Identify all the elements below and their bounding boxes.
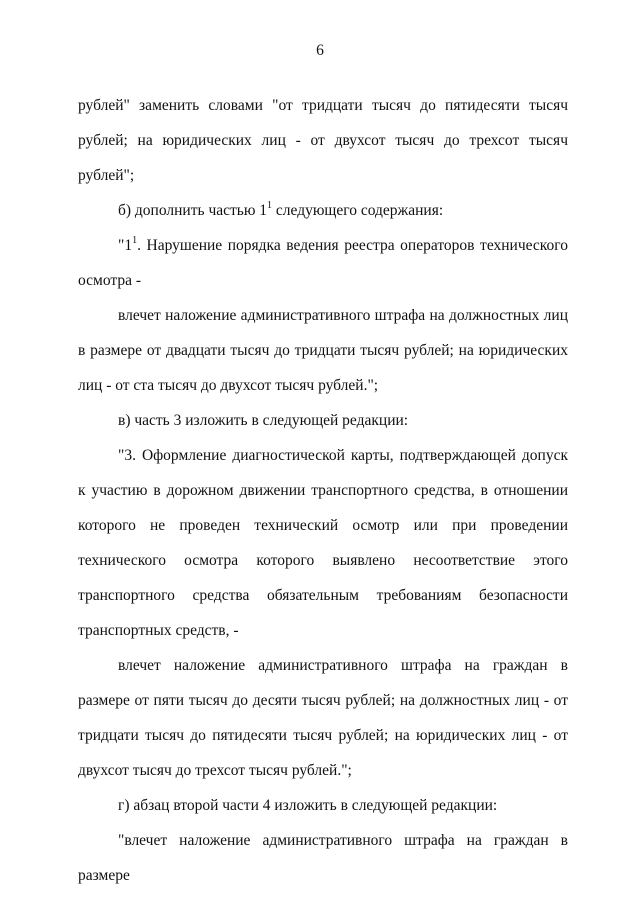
document-body: [78, 88, 568, 893]
paragraph-3: [78, 228, 568, 298]
paragraph-2: [78, 193, 568, 228]
paragraph-2-text: б) дополнить частью 1: [118, 202, 268, 219]
paragraph-7: влечет наложение административного штрафа на граждан в размере от пяти тысяч до десяти тысяч рублей; на должностных лиц - от тридцати тысяч до пятидесяти тысяч рублей; на юридических лиц - от двухсот тысяч до трехсот тысяч рублей.";: [78, 657, 568, 779]
paragraph-5: в) часть 3 изложить в следующей редакции:: [118, 412, 409, 429]
superscript: 1: [267, 199, 273, 211]
page-number: 6: [316, 42, 324, 59]
paragraph-1: рублей" заменить словами "от тридцати тысяч до пятидесяти тысяч рублей; на юридических лиц - от двухсот тысяч до трехсот тысяч рублей";: [78, 97, 568, 184]
paragraph-3-text: "1: [118, 237, 133, 254]
paragraph-6: "3. Оформление диагностической карты, подтверждающей допуск к участию в дорожном движении транспортного средства, в отношении которого не проведен технический осмотр или при проведении технического осмотра которого выявлено несоответствие этого транспортного средства обязательным требованиям безопасности транспортных средств, -: [78, 447, 568, 639]
superscript: 1: [132, 234, 138, 246]
paragraph-8: г) абзац второй части 4 изложить в следующей редакции:: [118, 797, 498, 814]
paragraph-3-text-tail: . Нарушение порядка ведения реестра операторов технического осмотра -: [78, 237, 568, 289]
paragraph-9: "влечет наложение административного штрафа на граждан в размере: [78, 832, 568, 884]
paragraph-4: влечет наложение административного штрафа на должностных лиц в размере от двадцати тысяч до тридцати тысяч рублей; на юридических лиц - от ста тысяч до двухсот тысяч рублей.";: [78, 307, 568, 394]
paragraph-2-text-tail: следующего содержания:: [272, 202, 444, 219]
